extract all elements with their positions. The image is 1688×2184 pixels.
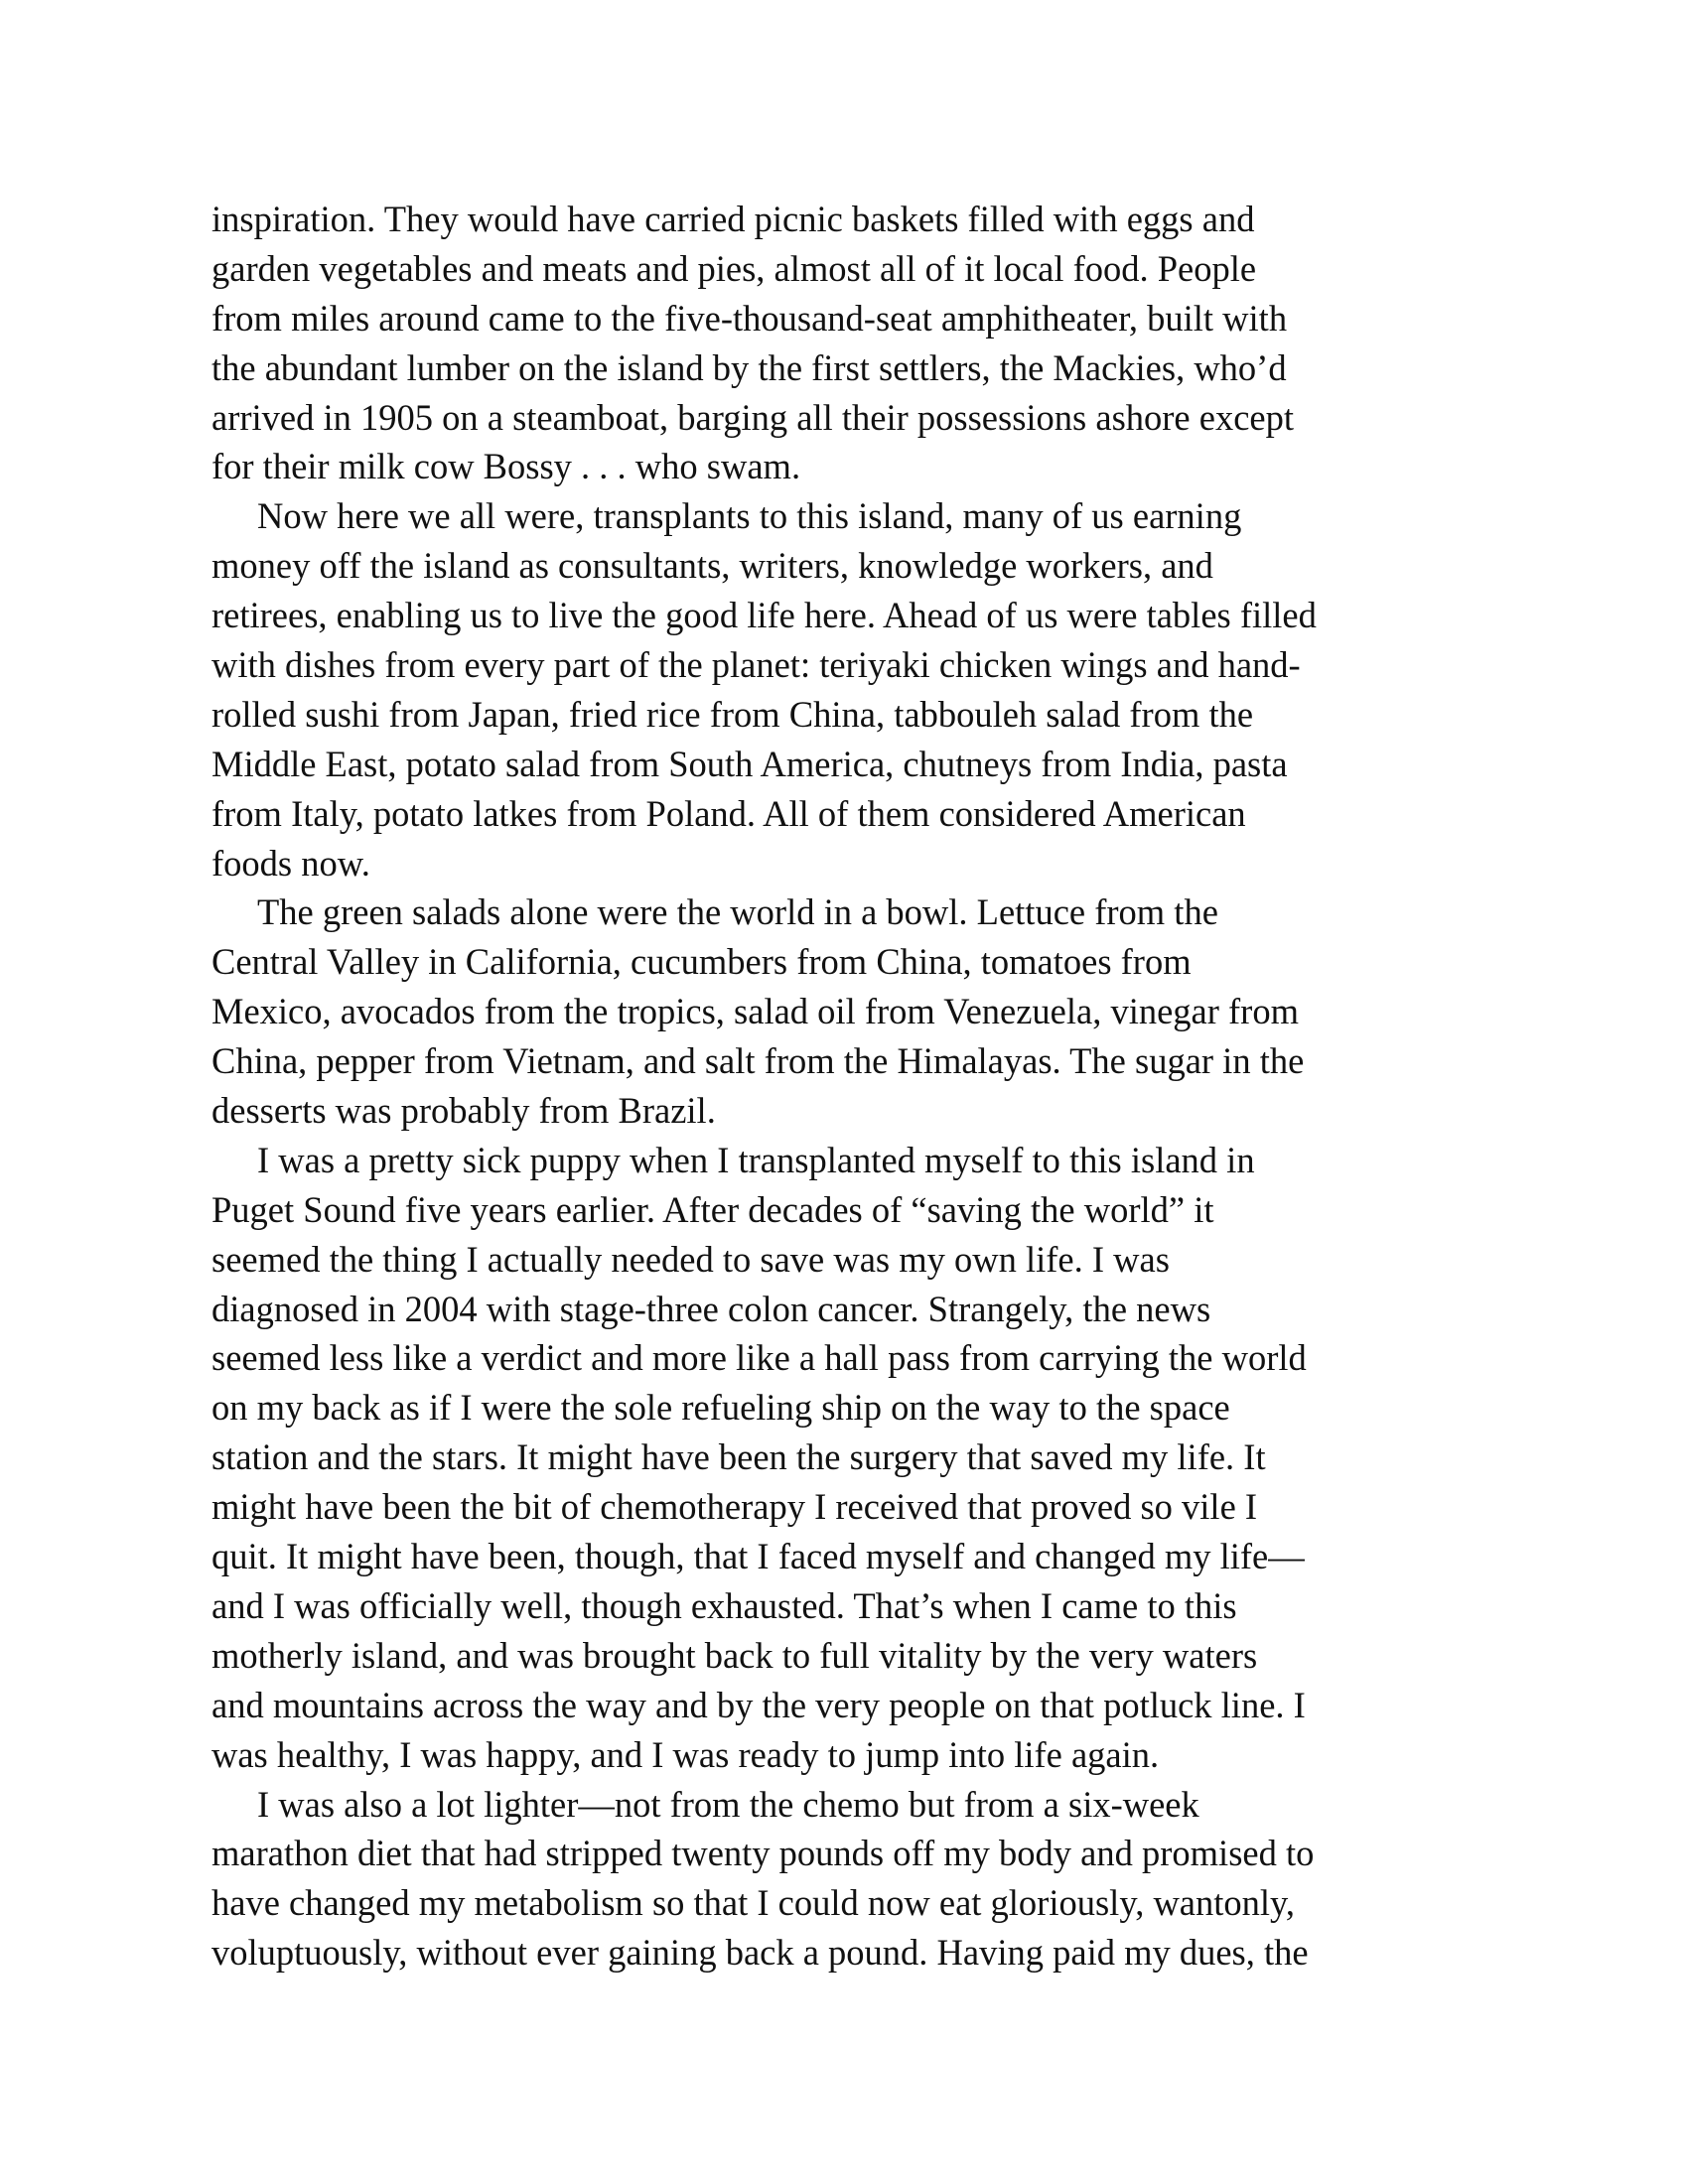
text-line: Middle East, potato salad from South America, chutneys from India, pasta <box>211 743 1288 784</box>
text-line: might have been the bit of chemotherapy I received that proved so vile I <box>211 1486 1258 1528</box>
text-line: inspiration. They would have carried picnic baskets filled with eggs and <box>211 199 1255 239</box>
text-line: Mexico, avocados from the tropics, salad oil from Venezuela, vinegar from <box>211 991 1299 1032</box>
text-line: marathon diet that had stripped twenty pounds off my body and promised to <box>211 1833 1315 1874</box>
text-line: foods now. <box>211 842 370 884</box>
text-line: arrived in 1905 on a steamboat, barging all their possessions ashore except <box>211 396 1294 438</box>
text-line: motherly island, and was brought back to full vitality by the very waters <box>211 1634 1258 1676</box>
text-line: quit. It might have been, though, that I faced myself and changed my life— <box>211 1536 1305 1577</box>
text-line: retirees, enabling us to live the good life here. Ahead of us were tables filled <box>211 595 1317 636</box>
text-line: desserts was probably from Brazil. <box>211 1090 716 1132</box>
paragraph-first-line: I was also a lot lighter—not from the chemo but from a six-week <box>257 1783 1199 1825</box>
paragraph-first-line: I was a pretty sick puppy when I transplanted myself to this island in <box>257 1139 1255 1180</box>
text-line: Central Valley in California, cucumbers from China, tomatoes from <box>211 941 1192 983</box>
text-line: voluptuously, without ever gaining back a pound. Having paid my dues, the <box>211 1932 1309 1974</box>
text-line: seemed the thing I actually needed to save was my own life. I was <box>211 1238 1170 1280</box>
body-text <box>211 195 1492 1978</box>
text-line: China, pepper from Vietnam, and salt from the Himalayas. The sugar in the <box>211 1040 1305 1082</box>
text-line: station and the stars. It might have been the surgery that saved my life. It <box>211 1436 1266 1478</box>
text-line: and mountains across the way and by the very people on that potluck line. I <box>211 1684 1306 1725</box>
paragraph-first-line: Now here we all were, transplants to this island, many of us earning <box>257 495 1242 537</box>
text-line: from miles around came to the five-thousand-seat amphitheater, built with <box>211 297 1288 339</box>
text-line: money off the island as consultants, writers, knowledge workers, and <box>211 545 1213 587</box>
text-line: with dishes from every part of the planet: teriyaki chicken wings and hand- <box>211 644 1301 686</box>
text-line: Puget Sound five years earlier. After decades of “saving the world” it <box>211 1188 1214 1230</box>
text-line: was healthy, I was happy, and I was ready to jump into life again. <box>211 1733 1160 1775</box>
text-line: from Italy, potato latkes from Poland. All of them considered American <box>211 792 1246 834</box>
text-line: garden vegetables and meats and pies, almost all of it local food. People <box>211 247 1257 289</box>
text-line: the abundant lumber on the island by the first settlers, the Mackies, who’d <box>211 346 1287 388</box>
text-line: on my back as if I were the sole refueling ship on the way to the space <box>211 1387 1230 1429</box>
text-line: rolled sushi from Japan, fried rice from China, tabbouleh salad from the <box>211 693 1254 735</box>
text-line: diagnosed in 2004 with stage-three colon cancer. Strangely, the news <box>211 1288 1211 1329</box>
paragraph-first-line: The green salads alone were the world in a bowl. Lettuce from the <box>257 891 1218 933</box>
text-line: and I was officially well, though exhausted. That’s when I came to this <box>211 1584 1237 1626</box>
text-line: have changed my metabolism so that I could now eat gloriously, wantonly, <box>211 1882 1296 1924</box>
text-line: for their milk cow Bossy . . . who swam. <box>211 446 801 487</box>
text-line: seemed less like a verdict and more like a hall pass from carrying the world <box>211 1337 1307 1379</box>
